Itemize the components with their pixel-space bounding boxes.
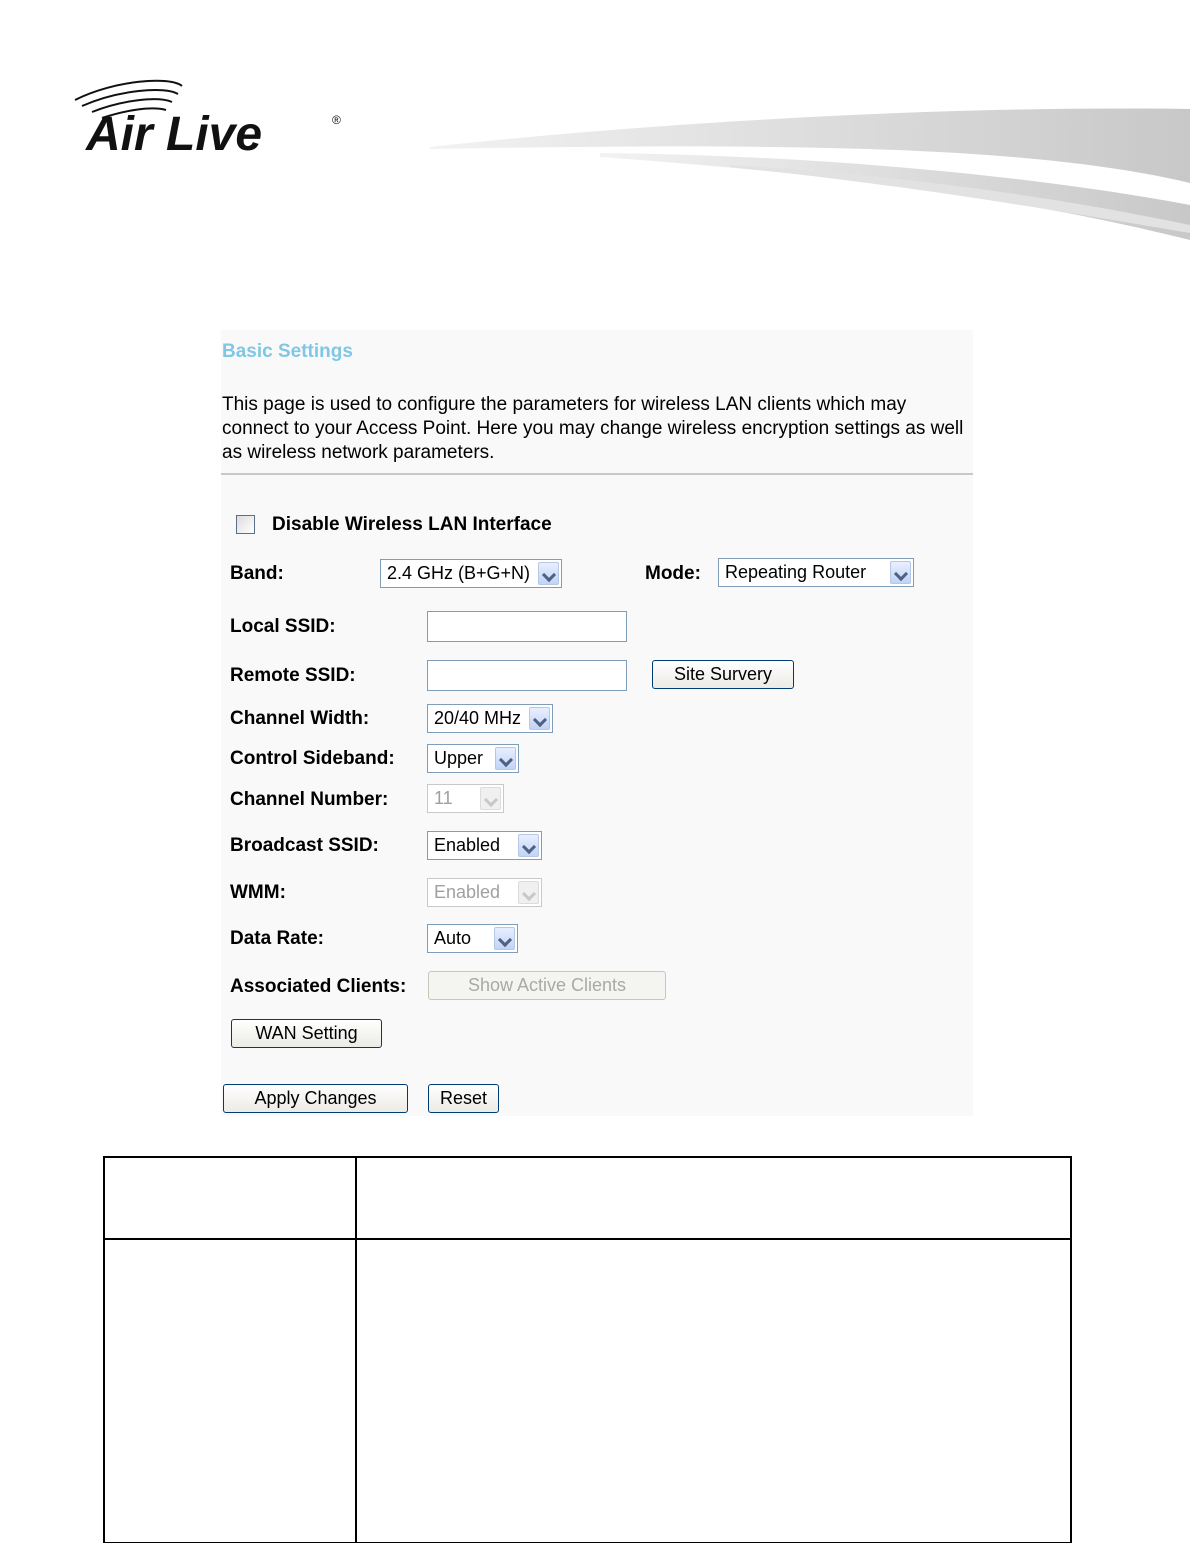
table-row	[104, 1157, 1071, 1239]
control-sideband-label: Control Sideband:	[230, 748, 395, 769]
band-value: 2.4 GHz (B+G+N)	[387, 563, 531, 583]
broadcast-ssid-select[interactable]	[427, 831, 542, 860]
local-ssid-input[interactable]	[427, 611, 627, 642]
wmm-value: Enabled	[434, 882, 501, 902]
chevron-down-icon	[529, 707, 550, 730]
mode-value: Repeating Router	[725, 562, 867, 582]
broadcast-ssid-value: Enabled	[434, 835, 501, 855]
chevron-down-icon	[494, 927, 515, 950]
table-cell	[356, 1157, 1071, 1239]
table-row	[104, 1239, 1071, 1543]
channel-width-value: 20/40 MHz	[434, 708, 522, 728]
data-rate-value: Auto	[434, 928, 472, 948]
broadcast-ssid-label: Broadcast SSID:	[230, 835, 379, 856]
associated-clients-label: Associated Clients:	[230, 976, 407, 997]
local-ssid-label: Local SSID:	[230, 616, 336, 637]
show-active-clients-button[interactable]: Show Active Clients	[428, 971, 666, 1000]
channel-number-select[interactable]	[427, 784, 504, 813]
page-description: This page is used to configure the parameters for wireless LAN clients which may connect to your Access Point. Here you may change wireless encryption settings as well as wireless network parameters.	[222, 394, 964, 463]
site-survey-button[interactable]: Site Survery	[652, 660, 794, 689]
svg-text:®: ®	[332, 113, 341, 127]
wmm-select[interactable]	[427, 878, 542, 907]
wan-setting-button[interactable]: WAN Setting	[231, 1019, 382, 1048]
chevron-down-icon	[518, 881, 539, 904]
control-sideband-value: Upper	[434, 748, 484, 768]
disable-wlan-label: Disable Wireless LAN Interface	[272, 514, 552, 535]
divider	[221, 473, 973, 475]
remote-ssid-label: Remote SSID:	[230, 665, 356, 686]
chevron-down-icon	[495, 747, 516, 770]
band-label: Band:	[230, 563, 284, 584]
table-cell	[104, 1239, 356, 1543]
page-title: Basic Settings	[222, 341, 353, 362]
control-sideband-select[interactable]	[427, 744, 519, 773]
table-cell	[104, 1157, 356, 1239]
wmm-label: WMM:	[230, 882, 286, 903]
data-rate-select[interactable]	[427, 924, 518, 953]
apply-changes-button[interactable]: Apply Changes	[223, 1084, 408, 1113]
remote-ssid-input[interactable]	[427, 660, 627, 691]
chevron-down-icon	[480, 787, 501, 810]
description-table	[103, 1156, 1072, 1543]
channel-number-label: Channel Number:	[230, 789, 389, 810]
channel-number-value: 11	[434, 788, 453, 808]
data-rate-label: Data Rate:	[230, 928, 324, 949]
band-select[interactable]	[380, 559, 562, 588]
table-cell	[356, 1239, 1071, 1543]
disable-wlan-checkbox[interactable]	[236, 515, 255, 534]
mode-select[interactable]	[718, 558, 914, 587]
header-swoosh-graphic	[430, 105, 1190, 245]
chevron-down-icon	[518, 834, 539, 857]
logo-wordmark: Air Live	[86, 108, 263, 158]
airlive-logo	[70, 78, 360, 158]
channel-width-select[interactable]	[427, 704, 553, 733]
chevron-down-icon	[538, 562, 559, 585]
mode-label: Mode:	[645, 563, 701, 584]
channel-width-label: Channel Width:	[230, 708, 370, 729]
chevron-down-icon	[890, 561, 911, 584]
reset-button[interactable]: Reset	[428, 1084, 499, 1113]
